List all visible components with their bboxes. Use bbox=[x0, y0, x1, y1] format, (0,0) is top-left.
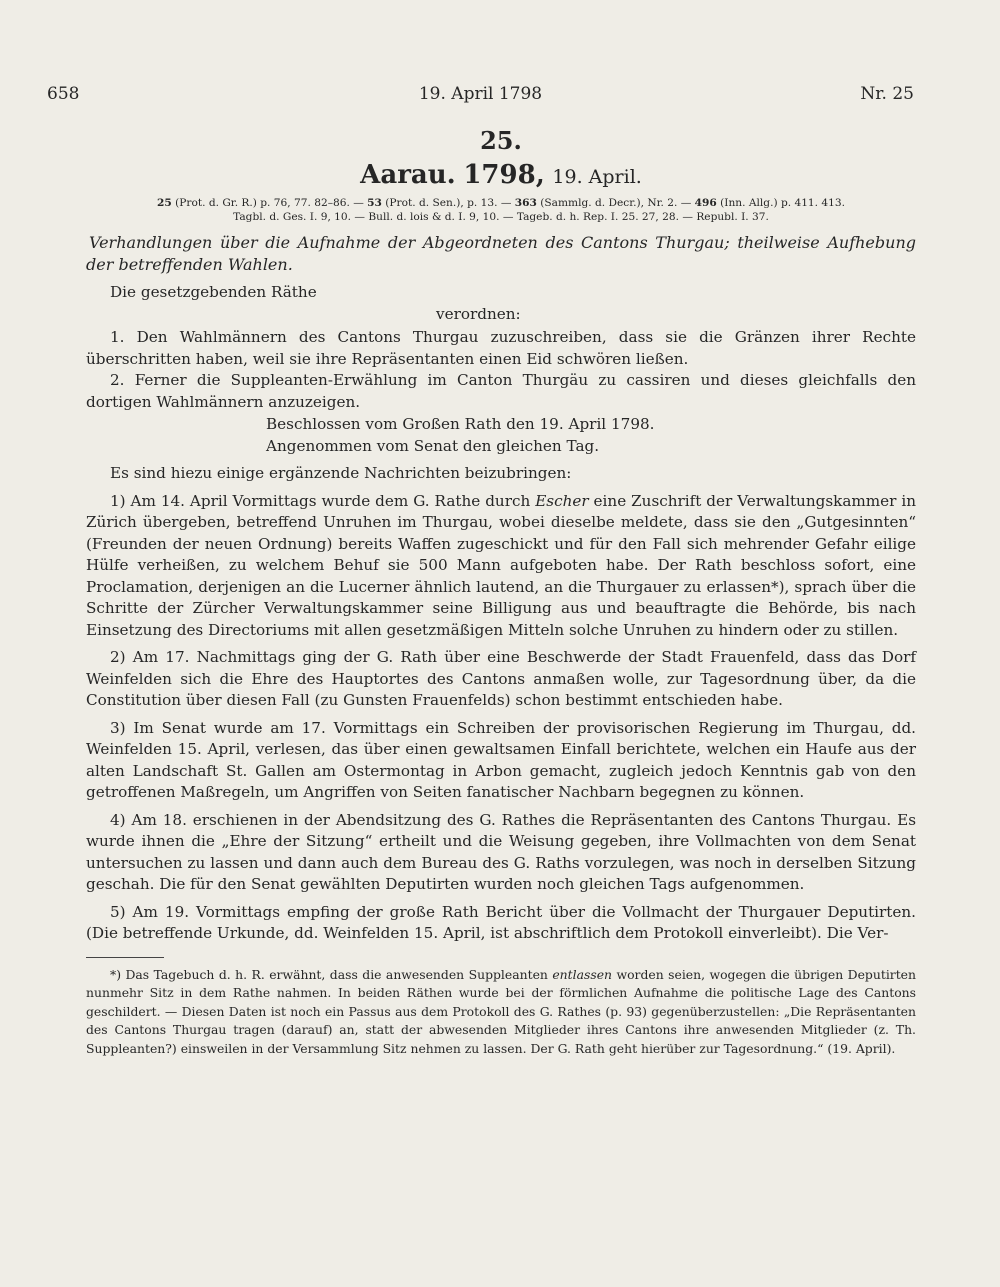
decided-line: Beschlossen vom Großen Rath den 19. April 1798. bbox=[266, 415, 655, 433]
verordnen-line: verordnen: bbox=[436, 304, 521, 323]
source-ref-text: (Inn. Allg.) p. 411. 413. bbox=[716, 197, 845, 209]
source-ref-text: (Sammlg. d. Decr.), Nr. 2. — bbox=[536, 197, 695, 209]
title-place: Aarau. bbox=[360, 160, 456, 190]
running-header bbox=[47, 84, 914, 110]
footnote-rule bbox=[86, 957, 164, 958]
source-references bbox=[86, 196, 916, 224]
header-number: Nr. 25 bbox=[860, 84, 914, 104]
note-4: 4) Am 18. erschienen in der Abendsitzung des G. Rathes die Repräsentanten des Cantons Thurgau. Es wurde ihnen die „Ehre der Sitzung“ ertheilt und die Weisung gegeben, ihre Vollmachten von dem Senat untersuchen zu lassen und dann auch dem Bureau des G. Raths vorzulegen, was noch in derselben Sitzung geschah. Die für den Senat gewählten Deputirten wurden noch gleichen Tags aufgenommen. bbox=[86, 810, 916, 893]
subject-heading: Verhandlungen über die Aufnahme der Abgeordneten des Cantons Thurgau; theilweise Aufhebung der betreffenden Wahlen. bbox=[86, 233, 916, 274]
header-date: 19. April 1798 bbox=[418, 84, 543, 104]
source-ref-number: 25 bbox=[157, 197, 172, 209]
page-number: 658 bbox=[47, 84, 80, 104]
article-1: 1. Den Wahlmännern des Cantons Thurgau zuzuschreiben, dass sie die Gränzen ihrer Rechte überschritten haben, weil sie ihre Repräsentanten einen Eid schwören ließen. bbox=[86, 328, 916, 368]
source-ref-number: 53 bbox=[367, 197, 382, 209]
note-3: 3) Im Senat wurde am 17. Vormittags ein Schreiben der provisorischen Regierung im Thurgau, dd. Weinfelden 15. April, verlesen, das über einen gewaltsamen Einfall berichtete, welchen ein Haufe aus der alten Landschaft St. Gallen am Ostermontag in Arbon gemacht, zugleich jedoch Kenntnis gab von den getroffenen Maßregeln, um Angriffen von Seiten fanatischer Nachbarn begegnen zu können. bbox=[86, 718, 916, 801]
article-2: 2. Ferner die Suppleanten-Erwählung im Canton Thurgäu zu cassiren und dieses gleichfalls den dortigen Wahlmännern anzuzeigen. bbox=[86, 371, 916, 411]
footnote: *) Das Tagebuch d. h. R. erwähnt, dass die anwesenden Suppleanten entlassen worden seien, wogegen die übrigen Deputirten nunmehr Sitz in dem Rathe nahmen. In beiden Räthen wurde bei der förmlichen Aufnahme die politische Lage des Cantons geschildert. — Diesen Daten ist noch ein Passus aus dem Protokoll des G. Rathes (p. 93) gegenüberzustellen: „Die Repräsentanten des Cantons Thurgau tragen (darauf) an, statt der abwesenden Mitglieder ihres Cantons ihre anwesenden Mitglieder (z. Th. Suppleanten?) einsweilen in der Versammlung Sitz nehmen zu lassen. Der G. Rath geht hierüber zur Tagesordnung.“ (19. April). bbox=[86, 966, 916, 1056]
intro-line: Die gesetzgebenden Räthe bbox=[110, 283, 317, 301]
source-ref-text: (Prot. d. Sen.), p. 13. — bbox=[381, 197, 515, 209]
note-5: 5) Am 19. Vormittags empfing der große Rath Bericht über die Vollmacht der Thurgauer Deputirten. (Die betreffende Urkunde, dd. Weinfelden 15. April, ist abschriftlich dem Protokoll einverleibt). Die Ver- bbox=[86, 902, 916, 942]
source-line-1 bbox=[86, 196, 916, 210]
supplement-intro: Es sind hiezu einige ergänzende Nachrichten beizubringen: bbox=[110, 464, 572, 482]
title-date: 19. April. bbox=[552, 166, 642, 188]
page-content bbox=[86, 124, 916, 1058]
footnote-emphasis: entlassen bbox=[552, 966, 613, 982]
document-body bbox=[86, 282, 916, 945]
accepted-line: Angenommen vom Senat den gleichen Tag. bbox=[266, 437, 600, 455]
source-line-2: Tagbl. d. Ges. I. 9, 10. — Bull. d. lois & d. I. 9, 10. — Tageb. d. h. Rep. I. 25. 27, 28. — Republ. I. 37. bbox=[233, 211, 769, 223]
source-ref-number: 363 bbox=[514, 197, 537, 209]
document-number: 25. bbox=[480, 126, 522, 155]
note-1: 1) Am 14. April Vormittags wurde dem G. Rathe durch Escher eine Zuschrift der Verwaltungskammer in Zürich übergeben, betreffend Unruhen im Thurgau, wobei dieselbe meldete, dass sie den „Gutgesinnten“ (Freunden der neuen Ordnung) bereits Waffen zugeschickt und für den Fall sich mehrender Gefahr eilige Hülfe verheißen, zu welchem Behuf sie 500 Mann aufgeboten habe. Der Rath beschloss sofort, eine Proclamation, derjenigen an die Lucerner ähnlich lautend, an die Thurgauer zu erlassen*), sprach über die Schritte der Zürcher Verwaltungskammer seine Billigung aus und beauftragte die Behörde, bis nach Einsetzung des Directoriums mit allen gesetzmäßigen Mitteln solche Unruhen zu hindern oder zu stillen. bbox=[86, 491, 917, 639]
title-year: 1798, bbox=[463, 160, 545, 190]
source-ref-number: 496 bbox=[694, 197, 717, 209]
document-title bbox=[86, 158, 916, 194]
name-escher: Escher bbox=[535, 491, 589, 510]
source-ref-text: (Prot. d. Gr. R.) p. 76, 77. 82–86. — bbox=[171, 197, 368, 209]
note-2: 2) Am 17. Nachmittags ging der G. Rath über eine Beschwerde der Stadt Frauenfeld, dass das Dorf Weinfelden sich die Ehre des Hauptortes des Cantons anmaßen wolle, zur Tagesordnung über, da die Constitution über diesen Fall (zu Gunsten Frauenfelds) schon bestimmt entschieden habe. bbox=[86, 648, 916, 709]
